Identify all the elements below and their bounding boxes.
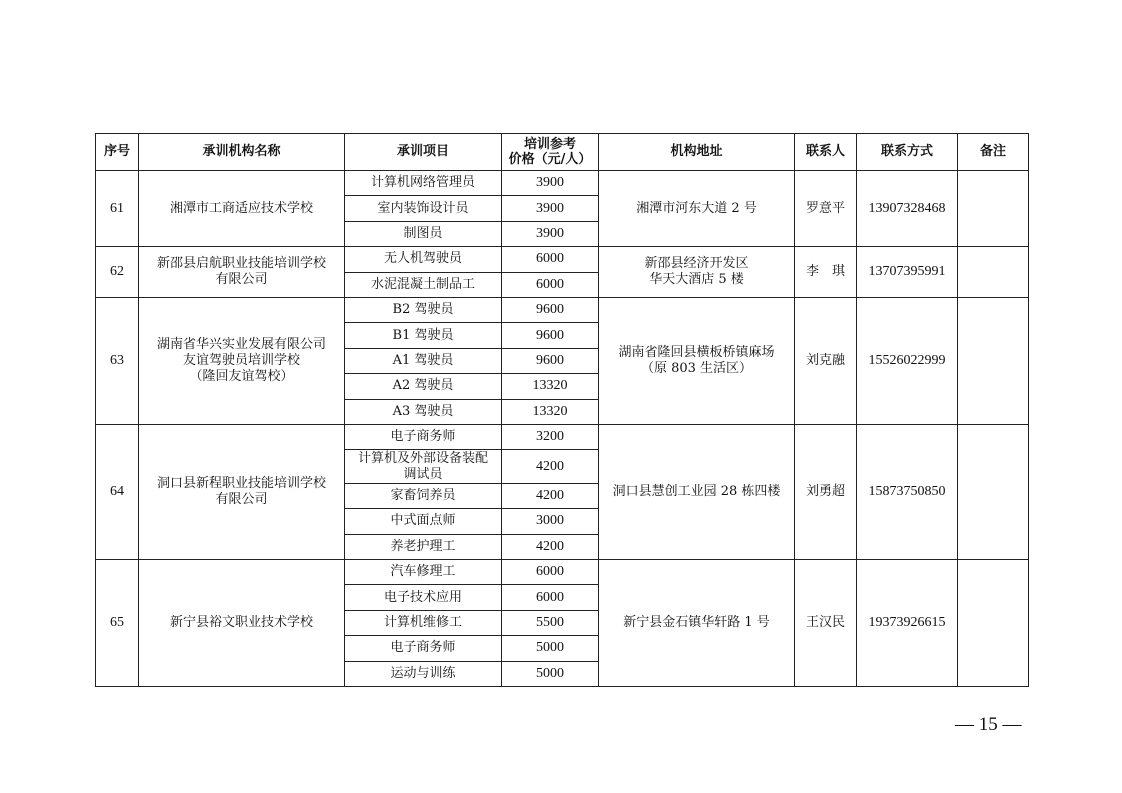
training-project: 室内装饰设计员 [345,196,502,221]
reference-price: 4200 [502,483,599,508]
training-project: 电子商务师 [345,424,502,449]
table-row [96,424,1029,449]
training-project: 计算机维修工 [345,610,502,635]
institution-name: 湘潭市工商适应技术学校 [139,171,345,247]
table-row [96,171,1029,196]
training-project: A2 驾驶员 [345,374,502,399]
training-project: A1 驾驶员 [345,348,502,373]
contact-phone: 13907328468 [857,171,958,247]
contact-phone: 15526022999 [857,297,958,424]
reference-price: 9600 [502,297,599,322]
reference-price: 5000 [502,636,599,661]
header-no: 序号 [96,134,139,171]
reference-price: 3900 [502,196,599,221]
contact-phone: 19373926615 [857,559,958,686]
contact-person: 刘克融 [795,297,857,424]
header-phone: 联系方式 [857,134,958,171]
contact-phone: 13707395991 [857,247,958,298]
remarks [958,424,1029,559]
remarks [958,171,1029,247]
contact-person: 李 琪 [795,247,857,298]
reference-price: 6000 [502,559,599,584]
row-number: 62 [96,247,139,298]
page-number: — 15 — [955,714,1022,735]
training-project: 电子技术应用 [345,585,502,610]
training-project: 中式面点师 [345,509,502,534]
reference-price: 6000 [502,247,599,272]
table-row [96,559,1029,584]
row-number: 65 [96,559,139,686]
reference-price: 5000 [502,661,599,686]
remarks [958,559,1029,686]
header-address: 机构地址 [599,134,795,171]
training-project: 计算机网络管理员 [345,171,502,196]
training-project: 计算机及外部设备装配 调试员 [345,450,502,484]
institution-address: 新宁县金石镇华轩路 1 号 [599,559,795,686]
reference-price: 5500 [502,610,599,635]
reference-price: 3900 [502,221,599,246]
reference-price: 6000 [502,585,599,610]
reference-price: 13320 [502,399,599,424]
training-project: 家畜饲养员 [345,483,502,508]
reference-price: 4200 [502,450,599,484]
training-project: 水泥混凝土制品工 [345,272,502,297]
contact-phone: 15873750850 [857,424,958,559]
row-number: 63 [96,297,139,424]
table-row [96,247,1029,272]
training-project: A3 驾驶员 [345,399,502,424]
institution-address: 新邵县经济开发区 华天大酒店 5 楼 [599,247,795,298]
row-number: 64 [96,424,139,559]
institution-name: 新邵县启航职业技能培训学校 有限公司 [139,247,345,298]
contact-person: 王汉民 [795,559,857,686]
header-contact: 联系人 [795,134,857,171]
remarks [958,297,1029,424]
institution-name: 新宁县裕文职业技术学校 [139,559,345,686]
reference-price: 3900 [502,171,599,196]
reference-price: 3200 [502,424,599,449]
reference-price: 9600 [502,348,599,373]
table-body [96,171,1029,687]
institution-name: 洞口县新程职业技能培训学校 有限公司 [139,424,345,559]
training-project: 制图员 [345,221,502,246]
institution-address: 湖南省隆回县横板桥镇麻场 （原 803 生活区） [599,297,795,424]
training-project: 汽车修理工 [345,559,502,584]
remarks [958,247,1029,298]
training-institution-table [95,133,1029,687]
training-project: 无人机驾驶员 [345,247,502,272]
contact-person: 刘勇超 [795,424,857,559]
table-row [96,297,1029,322]
training-project: 电子商务师 [345,636,502,661]
header-institution: 承训机构名称 [139,134,345,171]
header-price: 培训参考 价格（元/人） [502,134,599,171]
reference-price: 9600 [502,323,599,348]
reference-price: 4200 [502,534,599,559]
institution-address: 洞口县慧创工业园 28 栋四楼 [599,424,795,559]
row-number: 61 [96,171,139,247]
training-project: B2 驾驶员 [345,297,502,322]
reference-price: 6000 [502,272,599,297]
reference-price: 13320 [502,374,599,399]
institution-address: 湘潭市河东大道 2 号 [599,171,795,247]
training-project: 养老护理工 [345,534,502,559]
training-project: B1 驾驶员 [345,323,502,348]
header-project: 承训项目 [345,134,502,171]
table-header-row [96,134,1029,171]
training-project: 运动与训练 [345,661,502,686]
header-remarks: 备注 [958,134,1029,171]
contact-person: 罗意平 [795,171,857,247]
institution-name: 湖南省华兴实业发展有限公司 友谊驾驶员培训学校 （隆回友谊驾校） [139,297,345,424]
reference-price: 3000 [502,509,599,534]
